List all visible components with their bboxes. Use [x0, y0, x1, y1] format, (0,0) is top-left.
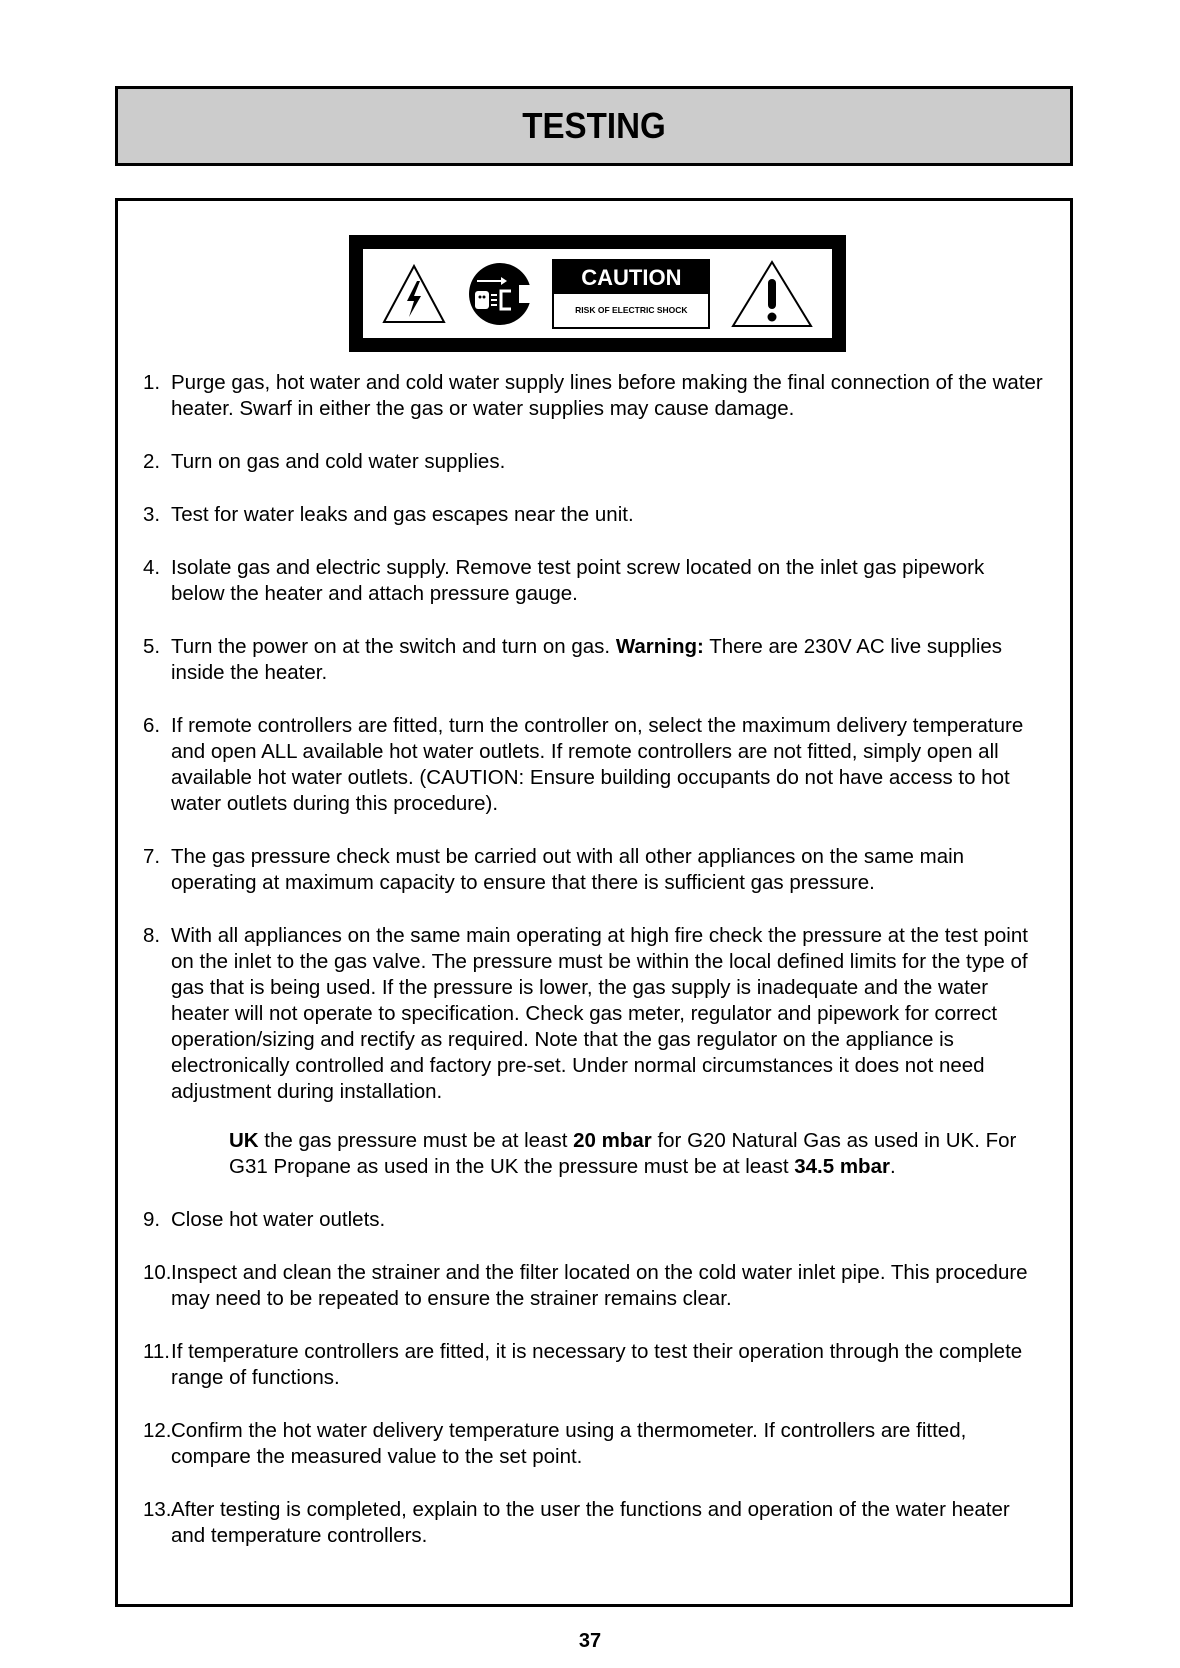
list-item: 11. If temperature controllers are fitted, it is necessary to test their operation through the complete range of functions. — [143, 1340, 1023, 1389]
list-item: 3. Test for water leaks and gas escapes near the unit. — [143, 503, 634, 526]
warning-label: Warning: — [615, 635, 704, 658]
unplug-icon — [467, 261, 533, 327]
page-title: TESTING — [522, 105, 666, 146]
list-item: 4. Isolate gas and electric supply. Remove test point screw located on the inlet gas pipework below the heater and attach pressure gauge. — [143, 556, 985, 605]
caution-heading: CAUTION — [554, 261, 708, 294]
list-item: 2. Turn on gas and cold water supplies. — [143, 450, 506, 473]
testing-steps-list — [143, 370, 1043, 1576]
caution-banner — [349, 235, 846, 352]
list-item: 6. If remote controllers are fitted, turn the controller on, select the maximum delivery temperature and open ALL available hot water outlets. If remote controllers are not fitted, simply open all available hot water outlets. (CAUTION: Ensure building occupants do not have access to hot water outlets during this procedure). — [143, 714, 1024, 815]
electric-shock-warning-icon — [381, 263, 447, 325]
list-item: 8. With all appliances on the same main operating at high fire check the pressure at the test point on the inlet to the gas valve. The pressure must be within the local defined limits for the type of gas that is being used. If the pressure is lower, the gas supply is inadequate and the water heater will not operate to specification. Check gas meter, regulator and pipework for correct operation/sizing and rectify as required. Note that the gas regulator on the appliance is electronically controlled and factory pre-set. Under normal circumstances it does not need adjustment during installation. — [143, 924, 1028, 1103]
list-item: 9. Close hot water outlets. — [143, 1208, 386, 1231]
list-item: 13. After testing is completed, explain to the user the functions and operation of the water heater and temperature controllers. — [143, 1498, 1010, 1547]
list-item: 1. Purge gas, hot water and cold water supply lines before making the final connection of the water heater. Swarf in either the gas or water supplies may cause damage. — [143, 371, 1043, 420]
caution-label — [552, 259, 710, 329]
list-item: 5. Turn the power on at the switch and turn on gas. Warning: There are 230V AC live supplies inside the heater. — [143, 635, 1003, 684]
list-item: 10. Inspect and clean the strainer and the filter located on the cold water inlet pipe. This procedure may need to be repeated to ensure the strainer remains clear. — [143, 1261, 1028, 1310]
list-item: 7. The gas pressure check must be carried out with all other appliances on the same main operating at maximum capacity to ensure that there is sufficient gas pressure. — [143, 845, 965, 894]
uk-pressure-note: UK the gas pressure must be at least 20 mbar for G20 Natural Gas as used in UK. For G31 Propane as used in the UK the pressure must be at least 34.5 mbar. — [229, 1129, 1017, 1178]
exclamation-warning-icon — [730, 259, 814, 329]
caution-subheading: RISK OF ELECTRIC SHOCK — [575, 305, 688, 315]
list-item: 12. Confirm the hot water delivery temperature using a thermometer. If controllers are fitted, compare the measured value to the set point. — [143, 1419, 967, 1468]
page-number: 37 — [578, 1630, 602, 1652]
section-title-box — [115, 86, 1073, 166]
